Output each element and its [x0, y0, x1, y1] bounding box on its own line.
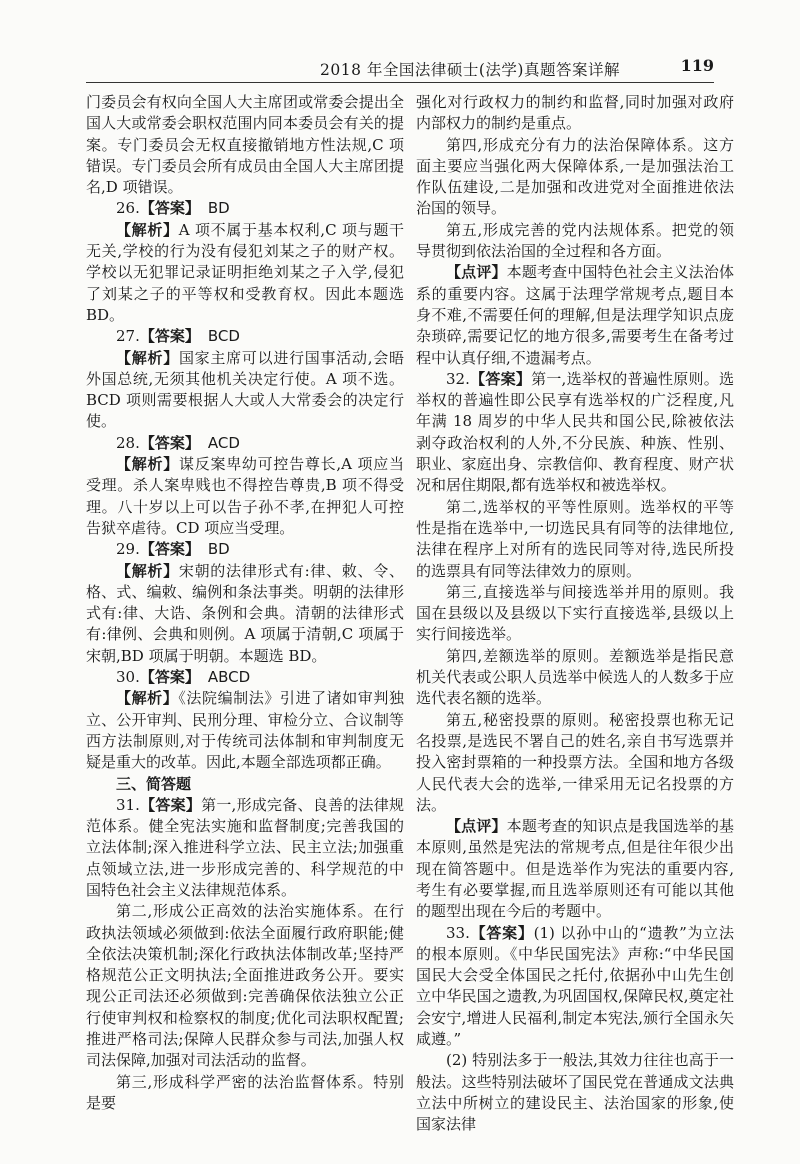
answer-value: ABCD — [207, 668, 251, 687]
analysis-tag: 【解析】 — [116, 689, 179, 708]
question-number: 30. — [116, 668, 140, 687]
paragraph: 第三,形成科学严密的法治监督体系。特别是要 — [86, 1072, 404, 1112]
analysis-tag: 【解析】 — [116, 455, 179, 474]
paragraph: 第三,直接选举与间接选举并用的原则。我国在县级以及县级以下实行直接选举,县级以上实行间接选举。 — [416, 582, 734, 644]
answer-text: 第一,形成完备、良善的法律规范体系。健全宪法实施和监督制度;完善我国的立法体制;深入推进科学立法、民主立法;加强重点领域立法,进一步形成完善的、科学规范的中国特色社会主义法律规范体系。 — [86, 795, 404, 899]
comment-31 — [416, 262, 734, 368]
comment-tag: 【点评】 — [446, 263, 507, 282]
left-column — [86, 92, 404, 1114]
paragraph: (2) 特别法多于一般法,其效力往往也高于一般法。这些特别法破坏了国民党在普通成文法典立法中所树立的建设民主、法治国家的形象,使国家法律 — [416, 1051, 734, 1134]
paragraph: 第四,形成充分有力的法治保障体系。这方面主要应当强化两大保障体系,一是加强法治工作队伍建设,二是加强和改进党对全面推进依法治国的领导。 — [416, 135, 734, 218]
answer-tag: 【答案】 — [139, 199, 200, 218]
paragraph: 强化对行政权力的制约和监督,同时加强对政府内部权力的制约是重点。 — [416, 93, 734, 133]
answer-tag: 【答案】 — [139, 433, 200, 452]
answer-tag: 【答案】 — [469, 923, 534, 942]
comment-32 — [416, 816, 734, 922]
answer-33 — [416, 923, 734, 1051]
answer-tag: 【答案】 — [139, 668, 200, 687]
answer-value: ACD — [207, 433, 240, 452]
answer-32 — [416, 369, 734, 497]
answer-text: 第一,选举权的普遍性原则。选举权的普遍性即公民享有选举权的广泛程度,凡年满 18 周岁的中华人民共和国公民,除被依法剥夺政治权利的人外,不分民族、种族、性别、职业、家庭出身、宗教信仰、教育程度、财产状况和居住期限,都有选举权和被选举权。 — [416, 369, 734, 495]
answer-29 — [86, 539, 404, 560]
question-number: 28. — [116, 433, 140, 452]
analysis-tag: 【解析】 — [116, 348, 179, 367]
paragraph: 第二,形成公正高效的法治实施体系。在行政执法领域必须做到:依法全面履行政府职能;健全依法决策机制;深化行政执法体制改革;坚持严格规范公正文明执法;全面推进政务公开。要实现公正司法还必须做到:完善确保依法独立公正行使审判权和检察权的制度;优化司法职权配置;推进严格司法;保障人民群众参与司法,加强人权司法保障,加强对司法活动的监督。 — [86, 902, 404, 1070]
analysis-text: 《法院编制法》引进了诸如审判独立、公开审判、民刑分理、审检分立、合议制等西方法制原则,对于传统司法体制和审判制度无疑是重大的改革。因此,本题全部选项都正确。 — [86, 689, 404, 772]
analysis-text: 国家主席可以进行国事活动,会晤外国总统,无须其他机关决定行使。A 项不选。BCD 项则需要根据人大或人大常委会的决定行使。 — [86, 348, 404, 431]
paragraph: 第五,形成完善的党内法规体系。把党的领导贯彻到依法治国的全过程和各方面。 — [416, 220, 734, 261]
analysis-26 — [86, 220, 404, 326]
answer-tag: 【答案】 — [139, 795, 202, 814]
analysis-28 — [86, 454, 404, 539]
answer-text: (1) 以孙中山的“遗教”为立法的根本原则。《中华民国宪法》声称:“中华民国国民大会受全体国民之托付,依据孙中山先生创立中华民国之遗教,为巩固国权,保障民权,奠定社会安宁,增进人民福利,制定本宪法,颁行全国永矢咸遵。” — [416, 923, 734, 1049]
question-number: 27. — [116, 327, 140, 346]
section-heading: 三、简答题 — [116, 774, 192, 793]
answer-tag: 【答案】 — [469, 369, 532, 388]
comment-tag: 【点评】 — [446, 817, 507, 836]
question-number: 33. — [446, 923, 470, 942]
analysis-text: 谋反案卑幼可控告尊长,A 项应当受理。杀人案卑贱也不得控告尊贵,B 项不得受理。八十岁以上可以告子孙不孝,在押犯人可控告狱卒虐待。CD 项应当受理。 — [86, 455, 404, 537]
page-number: 119 — [680, 56, 714, 75]
answer-31 — [86, 795, 404, 901]
analysis-tag: 【解析】 — [116, 561, 179, 580]
paragraph: 第五,秘密投票的原则。秘密投票也称无记名投票,是选民不署自己的姓名,亲自书写选票并投入密封票箱的一种投票方法。全国和地方各级人民代表大会的选举,一律采用无记名投票的方法。 — [416, 710, 734, 814]
answer-28 — [86, 433, 404, 454]
paragraph: 第二,选举权的平等性原则。选举权的平等性是指在选举中,一切选民具有同等的法律地位,法律在程序上对所有的选民同等对待,选民所投的选票具有同等法律效力的原则。 — [416, 497, 734, 580]
answer-26 — [86, 198, 404, 219]
answer-tag: 【答案】 — [139, 540, 200, 559]
paragraph: 门委员会有权向全国人大主席团或常委会提出全国人大或常委会职权范围内同本委员会有关的提案。专门委员会无权直接撤销地方性法规,C 项错误。专门委员会所有成员由全国人大主席团提名,D 项错误。 — [86, 93, 404, 197]
paragraph: 第四,差额选举的原则。差额选举是指民意机关代表或公职人员选举中候选人的人数多于应选代表名额的选举。 — [416, 646, 734, 708]
answer-value: BCD — [207, 327, 240, 346]
analysis-30 — [86, 688, 404, 773]
analysis-text: 宋朝的法律形式有:律、敕、令、格、式、编敕、编例和条法事类。明朝的法律形式有:律、大诰、条例和会典。清朝的法律形式有:律例、会典和则例。A 项属于清朝,C 项属于宋朝,BD 项属于明朝。本题选 BD。 — [86, 561, 404, 665]
answer-value: BD — [207, 199, 230, 218]
analysis-tag: 【解析】 — [116, 220, 179, 239]
header-title: 2018 年全国法律硕士(法学)真题答案详解 — [320, 61, 620, 79]
analysis-29 — [86, 561, 404, 667]
answer-30 — [86, 667, 404, 688]
analysis-27 — [86, 348, 404, 433]
question-number: 26. — [116, 199, 140, 218]
right-column — [416, 92, 734, 1136]
analysis-text: A 项不属于基本权利,C 项与题干无关,学校的行为没有侵犯刘某之子的财产权。学校以无犯罪记录证明拒绝刘某之子入学,侵犯了刘某之子的平等权和受教育权。因此本题选 BD。 — [86, 220, 404, 324]
answer-27 — [86, 326, 404, 347]
question-number: 32. — [446, 369, 470, 388]
answer-value: BD — [207, 540, 230, 559]
comment-text: 本题考查中国特色社会主义法治体系的重要内容。这属于法理学常规考点,题目本身不难,不需要任何的理解,但是法理学知识点庞杂琐碎,需要记忆的地方很多,需要考生在备考过程中认真仔细,不遗漏考点。 — [416, 263, 734, 367]
running-header — [86, 54, 714, 83]
comment-text: 本题考查的知识点是我国选举的基本原则,虽然是宪法的常规考点,但是往年很少出现在简答题中。但是选举作为宪法的重要内容,考生有必要掌握,而且选举原则还有可能以其他的题型出现在今后的考题中。 — [416, 817, 734, 921]
question-number: 31. — [116, 795, 140, 814]
answer-tag: 【答案】 — [139, 327, 200, 346]
question-number: 29. — [116, 540, 140, 559]
